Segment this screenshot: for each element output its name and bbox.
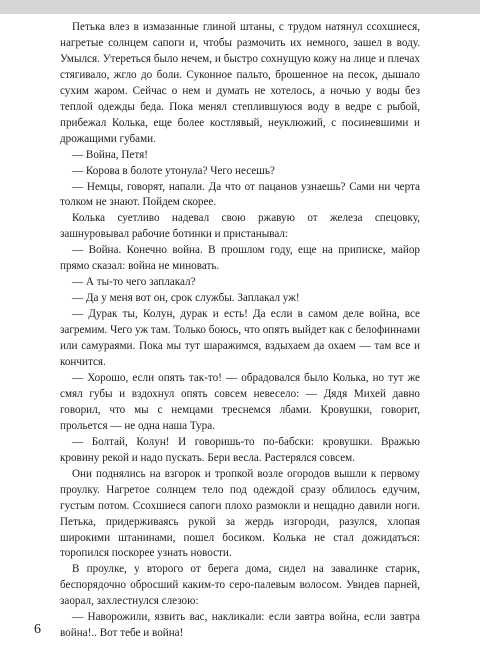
paragraph: — Немцы, говорят, напали. Да что от пацанов узнаешь? Сами ни черта толком не знают. Пойдем скорее.	[60, 180, 420, 209]
paragraph: — Болтай, Колун! И говоришь-то по-бабски: кровушки. Вражью кровину рекой и надо пускать. Бери весла. Растерялся совсем.	[60, 435, 420, 464]
page-number: 6	[34, 622, 41, 637]
paragraph: — Хорошо, если опять так-то! — обрадовался было Колька, но тут же смял губы и вздохнул опять совсем невесело: — Дядя Михей давно говорил, что мы с немцами треснемся лбами. Кровушки, говорит, прольется — не одна наша Тура.	[60, 371, 420, 432]
paragraph: Колька суетливо надевал свою ржавую от железа спецовку, зашнуровывал рабочие ботинки и пристанывал:	[60, 212, 420, 241]
paragraph: В проулке, у второго от берега дома, сидел на завалинке старик, беспорядочно обросший каким-то серо-палевым волосом. Увидев парней, заорал, захлестнулся слезою:	[60, 563, 420, 608]
paragraph: — Да у меня вот он, срок службы. Заплакал уж!	[72, 292, 300, 305]
paragraph: Петька влез в измазанные глиной штаны, с трудом натянул ссохшиеся, нагретые солнцем сапоги и, чтобы размочить их немного, зашел в воду. Умылся. Утереться было нечем, и быстро сохнущую кожу на лице и плечах стягивало, жгло до боли. Суконное пальто, брошенное на песок, дышало сухим жаром. Сейчас о нем и думать не хотелось, а ночью у воды без теплой одежды беда. Пока менял степлившуюся воду в ведре с рыбой, прибежал Колька, еще более костлявый, неуклюжий, с посиневшими и дрожащими губами.	[60, 21, 420, 145]
paragraph: — Корова в болоте утонула? Чего несешь?	[72, 164, 275, 177]
paragraph: — Дурак ты, Колун, дурак и есть! Да если в самом деле война, все загремим. Чего уж там. Только боюсь, что опять выйдет как с белофиннами или самураями. Пока мы тут шаражимся, вздыхаем да охаем — там все и кончится.	[60, 308, 420, 369]
paragraph: — Наворожили, язвить вас, накликали: если завтра война, если завтра война!.. Вот тебе и война!	[60, 611, 420, 640]
paragraph: — Война. Конечно война. В прошлом году, еще на приписке, майор прямо сказал: война не миновать.	[60, 244, 420, 273]
paragraph: — А ты-то чего заплакал?	[72, 276, 196, 289]
paragraph: — Война, Петя!	[72, 148, 148, 161]
body-text	[60, 20, 420, 642]
scan-top-band	[0, 0, 480, 14]
paragraph: Они поднялись на взгорок и тропкой возле огородов вышли к первому проулку. Нагретое солнцем тело под одеждой сразу облилось едучим, густым потом. Ссохшиеся сапоги плохо размокли и нещадно давили ноги. Петька, придерживаясь рукой за жердь изгороди, разулся, хлопая широкими штанинами, пошел босиком. Колька не стал дожидаться: торопился поскорее узнать новости.	[60, 467, 420, 560]
